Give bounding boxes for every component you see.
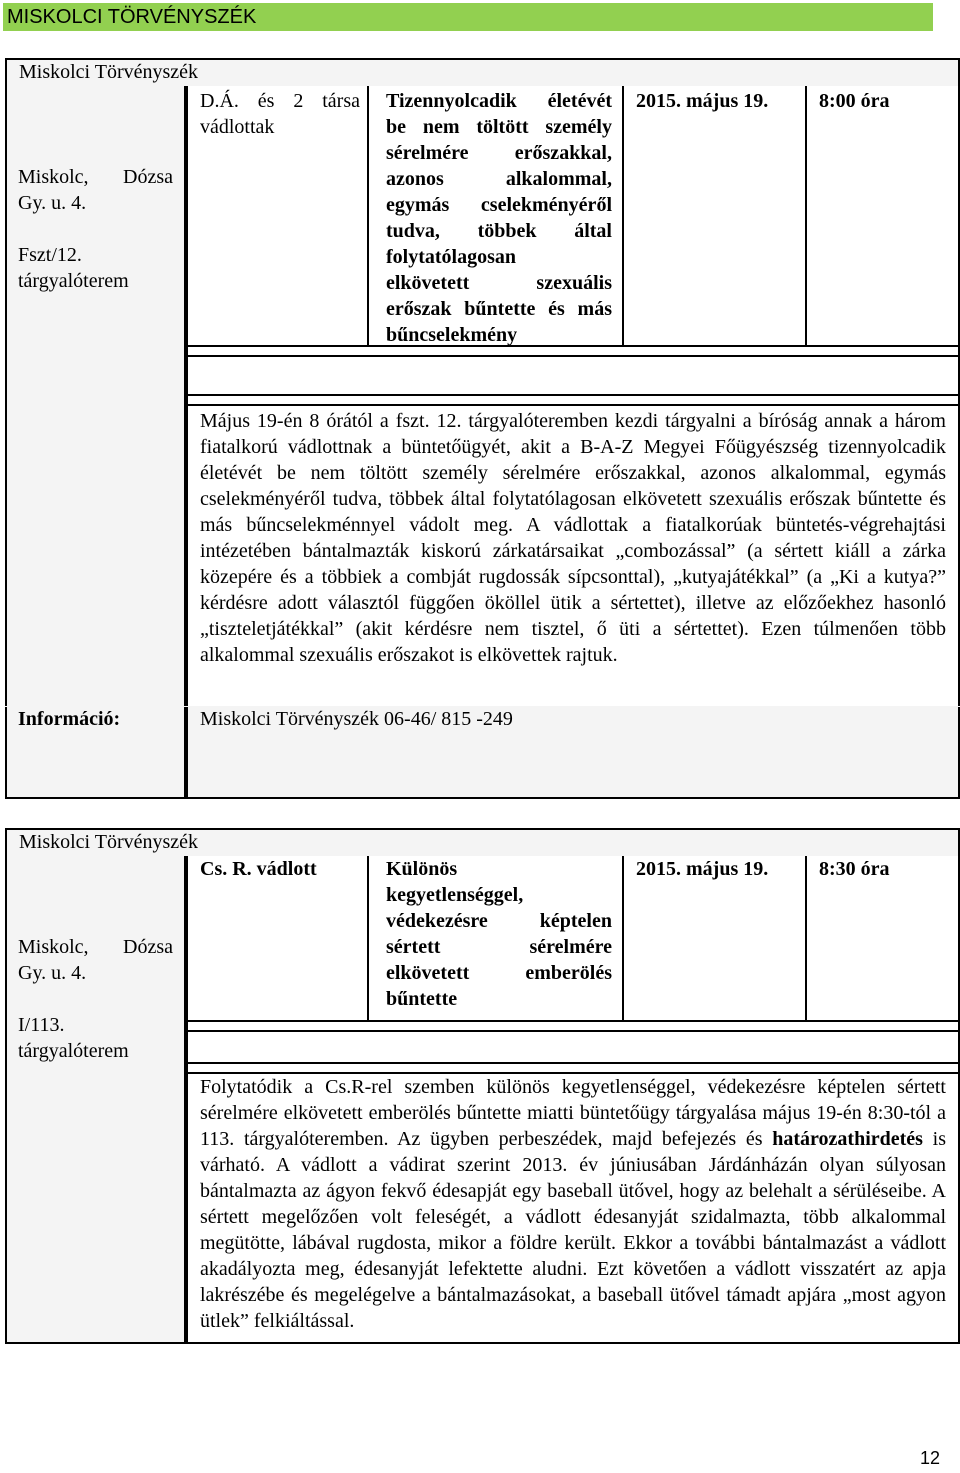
case-1-court-name: Miskolci Törvényszék: [19, 61, 199, 83]
header-title: MISKOLCI TÖRVÉNYSZÉK: [7, 6, 257, 28]
case-2-description-part-2: is várható. A vádlott a vádirat szerint 2013. év júniusában Járdánházán olyan súlyosan bántalmazta az ágyon fekvő édesapját egy baseball ütővel, hogy az belehalt a sérüléseibe. A sértett megelőzően volt feleségét, a vádlott édesanyját szidalmazta, több alkalommal megütötte, lábával rugdosta, mikor a földre került. Ekkor a további bántalmazást a vádlott akadályozta meg, édesanyját lefektette aludni. Ezt követően a vádlott visszatért az apja lakrészébe és megelégelve a bántalmazásokat, a baseball ütővel támadt apjára „most agyon ütlek” felkiáltással.: [200, 1128, 946, 1332]
case-2-charge: [386, 856, 612, 1012]
case-1-court-header: [5, 58, 960, 86]
case-2-address-line-1: Miskolc, Dózsa: [18, 936, 173, 958]
charge-line: Különös: [386, 858, 458, 880]
case-1-date: 2015. május 19.: [636, 90, 769, 112]
case-1-charge: [386, 88, 612, 348]
charge-line: elkövetett emberölés: [386, 962, 612, 984]
charge-line: bűntette: [386, 988, 458, 1010]
charge-line: kegyetlenséggel,: [386, 884, 524, 906]
page-header: [3, 3, 933, 31]
case-1-room-line-2: tárgyalóterem: [18, 270, 129, 292]
charge-line: azonos alkalommal,: [386, 168, 612, 190]
case-1-room-line-1: Fszt/12.: [18, 244, 82, 266]
page-number: 12: [919, 1448, 940, 1468]
case-2-date: 2015. május 19.: [636, 858, 769, 880]
case-1-time: 8:00 óra: [819, 90, 890, 112]
charge-line: elkövetett szexuális: [386, 272, 612, 294]
charge-line: egymás cselekményéről: [386, 194, 612, 216]
case-2-room-line-1: I/113.: [18, 1014, 65, 1036]
case-2-description: [200, 1074, 946, 1334]
case-2-description-bold: határozathirdetés: [772, 1128, 923, 1150]
case-2-time: 8:30 óra: [819, 858, 890, 880]
case-1-info-label: Információ:: [18, 708, 121, 730]
case-1-defendant-line-2: vádlottak: [200, 116, 275, 138]
case-1-info-value: Miskolci Törvényszék 06-46/ 815 -249: [200, 708, 513, 730]
charge-line: védekezésre képtelen: [386, 910, 612, 932]
case-1-address-line-1: Miskolc, Dózsa: [18, 166, 173, 188]
charge-line: bűncselekmény: [386, 324, 518, 346]
charge-line: sértett sérelmére: [386, 936, 612, 958]
case-2-address-line-2: Gy. u. 4.: [18, 962, 87, 984]
case-2-court-header: [5, 828, 960, 856]
case-2-defendant: Cs. R. vádlott: [200, 858, 317, 880]
charge-line: folytatólagosan: [386, 246, 516, 268]
case-1-description: Május 19-én 8 órától a fszt. 12. tárgyalóteremben kezdi tárgyalni a bíróság annak a három fiatalkorú vádlottnak a büntetőügyét, akit a B-A-Z Megyei Főügyészség tizennyolcadik életévét be nem töltött személy sérelmére erőszakkal, azonos alkalommal, egymás cselekményéről tudva, többek által folytatólagosan elkövetett szexuális erőszak bűntette és más bűncselekménnyel vádolt meg. A vádlottak a fiatalkorúak büntetés-végrehajtási intézetében bántalmazták kiskorú zárkatársaikat „combozással” (a sértett kiáll a zárka közepére és a többiek a combját rugdossák sípcsonttal), „kutyajátékkal” (a „Ki a kutya?” kérdésre adott választól függően ököllel ütik a sértettet), illetve az előzőekhez hasonló „tiszteletjátékkal” (akit kérdésre nem tisztel, ő üti a sértettet). Ezen túlmenően több alkalommal szexuális erőszakot is elkövettek rajtuk.: [200, 410, 946, 666]
charge-line: Tizennyolcadik életévét: [386, 90, 612, 112]
charge-line: be nem töltött személy: [386, 116, 612, 138]
case-2-court-name: Miskolci Törvényszék: [19, 831, 199, 853]
case-2-description-part-1: Folytatódik a Cs.R-rel szemben különös kegyetlenséggel, védekezésre képtelen sértett sérelmére elkövetett emberölés bűntette miatti büntetőügy tárgyalása május 19-én 8:30-tól a 113. tárgyalóteremben. Az ügyben perbeszédek, majd befejezés és: [200, 1076, 946, 1150]
charge-line: erőszak bűntette és más: [386, 298, 612, 320]
charge-line: tudva, többek által: [386, 220, 612, 242]
case-1-defendant-line-1: D.Á. és 2 társa: [200, 90, 360, 112]
charge-line: sérelmére erőszakkal,: [386, 142, 612, 164]
case-2-room-line-2: tárgyalóterem: [18, 1040, 129, 1062]
case-1-address-line-2: Gy. u. 4.: [18, 192, 87, 214]
case-2-left-column: [7, 856, 185, 1342]
